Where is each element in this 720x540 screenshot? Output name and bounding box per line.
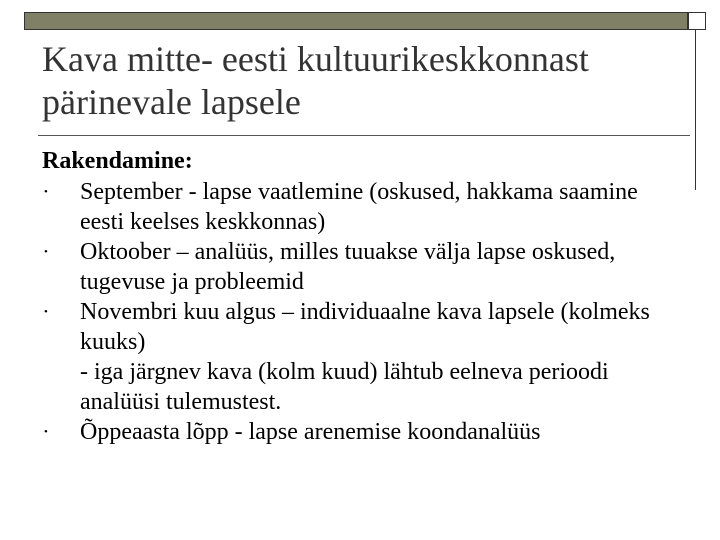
list-item	[42, 417, 682, 447]
bullet-list	[42, 177, 682, 447]
decorative-corner-square	[688, 12, 706, 30]
list-item-text: September - lapse vaatlemine (oskused, hakkama saamine eesti keelses keskkonnas)	[80, 179, 638, 235]
list-item	[42, 297, 682, 417]
bullet-icon: •	[44, 426, 48, 438]
list-item-text: Oktoober – analüüs, milles tuuakse välja lapse oskused, tugevuse ja probleemid	[80, 239, 616, 295]
slide-title: Kava mitte- eesti kultuurikeskkonnast pärinevale lapsele	[42, 39, 589, 122]
list-item-text: Novembri kuu algus – individuaalne kava lapsele (kolmeks kuuks)	[80, 299, 650, 355]
bullet-icon: •	[44, 186, 48, 198]
title-divider	[38, 135, 690, 136]
section-heading: Rakendamine:	[42, 148, 193, 174]
decorative-top-bar	[24, 12, 688, 30]
list-item	[42, 177, 682, 237]
list-item-text: Õppeaasta lõpp - lapse arenemise koondanalüüs	[80, 419, 541, 445]
decorative-side-line	[695, 30, 696, 190]
bullet-icon: •	[44, 246, 48, 258]
list-item-continuation: - iga järgnev kava (kolm kuud) lähtub eelneva perioodi analüüsi tulemustest.	[80, 359, 609, 415]
list-item	[42, 237, 682, 297]
slide-body	[42, 146, 682, 447]
bullet-icon: •	[44, 306, 48, 318]
